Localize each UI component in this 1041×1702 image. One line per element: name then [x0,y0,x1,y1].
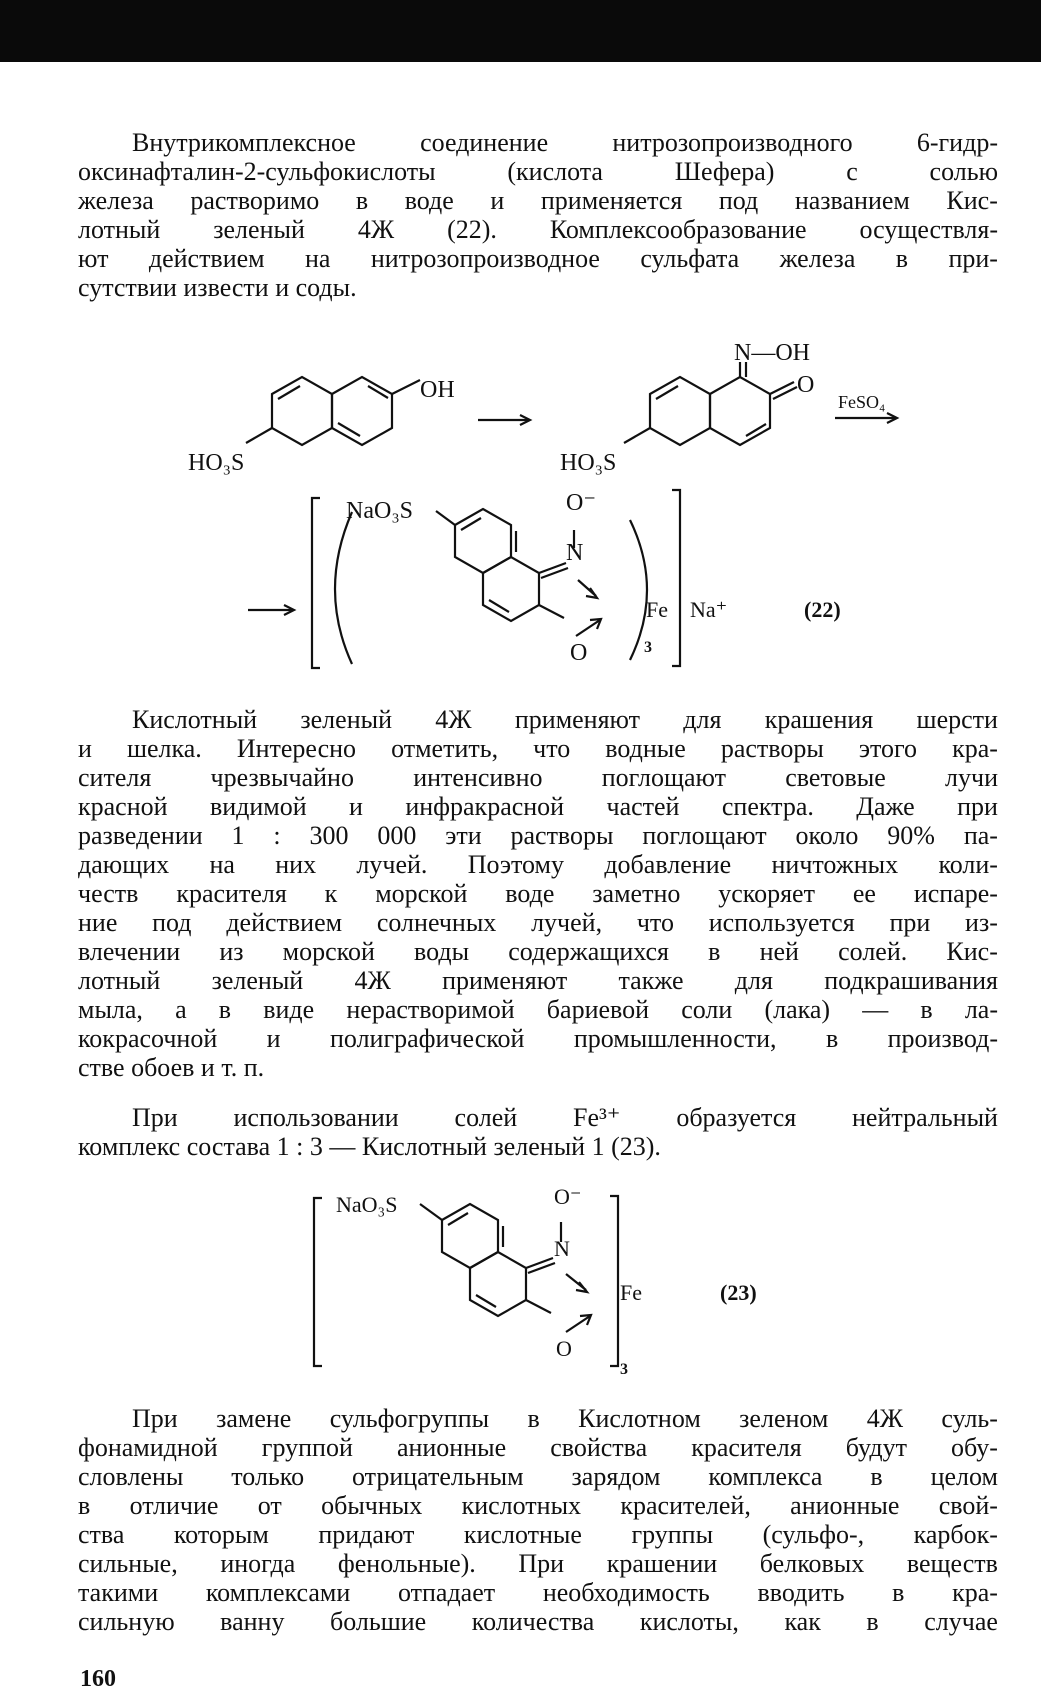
text-line: красной видимой и инфракрасной частей спектра. Даже при [78,792,998,821]
ho3s-label-1: HO₃S [188,450,245,476]
equation-label-22: (22) [804,597,841,622]
structure-scheme-23 [0,1160,1041,1400]
ho3s-label-2: HO₃S [560,450,617,476]
nitroso-ring-a [650,377,710,445]
oh-label: OH [420,377,455,403]
page-number: 160 [80,1666,116,1692]
n-oh-label: N—OH [734,340,810,366]
text-line: При использовании солей Fe³⁺ образуется нейтральный [132,1103,998,1132]
subscript-3: 3 [644,639,652,656]
text-line: мыла, а в виде нерастворимой бариевой соли (лака) — в ла- [78,995,998,1024]
n-label: N [566,540,584,566]
paragraph-uses [78,705,998,1082]
complex23-ring-a [442,1204,498,1268]
text-line: лотный зеленый 4Ж (22). Комплексообразование осуществля- [78,215,998,244]
reaction-scheme-22 [0,0,1041,700]
nao3s-label: NaO₃S [336,1192,398,1217]
complex23-ring-b [470,1252,526,1316]
text-line: сильную ванну большие количества кислоты, как в случае [78,1607,998,1636]
complex-ring-a [455,509,511,573]
text-line: железа растворимо в воде и применяется под названием Кис- [78,186,998,215]
paragraph-fe3 [78,1103,998,1161]
text-line: влечении из морской воды содержащихся в ней солей. Кис- [78,937,998,966]
text-line: такими комплексами отпадает необходимость вводить в кра- [78,1578,998,1607]
text-line: дающих на них лучей. Поэтому добавление ничтожных коли- [78,850,998,879]
naphthalene-ring-a [272,377,332,445]
reagent-label: FeSO₄ [838,392,886,412]
text-line: комплекс состава 1 : 3 — Кислотный зеленый 1 (23). [78,1132,661,1161]
text-line: ют действием на нитрозопроизводное сульфата железа в при- [78,244,998,273]
o-bottom-label: O [556,1336,572,1361]
text-line: оксинафталин-2-сульфокислоты (кислота Шефера) с солью [78,157,998,186]
nao3s-label: NaO₃S [346,498,414,524]
text-line: При замене сульфогруппы в Кислотном зеленом 4Ж суль- [132,1404,998,1433]
text-line: и шелка. Интересно отметить, что водные растворы этого кра- [78,734,998,763]
complex-ring-b [483,557,539,621]
text-line: кокрасочной и полиграфической промышленности, в производ- [78,1024,998,1053]
text-line: сителя чрезвычайно интенсивно поглощают световые лучи [78,763,998,792]
naphthalene-ring-b [332,377,392,445]
n-label: N [554,1236,570,1261]
text-line: в отличие от обычных кислотных красителей, анионные свой- [78,1491,998,1520]
text-line: сутствии извести и соды. [78,273,357,302]
o-bottom-label: O [570,640,588,666]
keto-o-label: O [797,372,815,398]
text-line: Кислотный зеленый 4Ж применяют для крашения шерсти [132,705,998,734]
fe-label: Fe [646,597,668,622]
na-plus-label: Na⁺ [690,597,728,622]
text-line: разведении 1 : 300 000 эти растворы поглощают около 90% па- [78,821,998,850]
text-line: ние под действием солнечных лучей, что используется при из- [78,908,998,937]
o-minus-label: O⁻ [554,1184,582,1209]
text-line: фонамидной группой анионные свойства красителя будут обу- [78,1433,998,1462]
text-line: стве обоев и т. п. [78,1053,265,1082]
text-line: Внутрикомплексное соединение нитрозопроизводного 6-гидр- [132,128,998,157]
nitroso-ring-b [710,377,770,445]
text-line: честв красителя к морской воде заметно ускоряет ее испаре- [78,879,998,908]
fe-label: Fe [620,1280,642,1305]
o-minus-label: O⁻ [566,490,596,516]
text-line: лотный зеленый 4Ж применяют также для подкрашивания [78,966,998,995]
subscript-3: 3 [620,1361,628,1378]
text-line: сильные, иногда фенольные). При крашении белковых веществ [78,1549,998,1578]
text-line: ства которым придают кислотные группы (сульфо-, карбок- [78,1520,998,1549]
paragraph-sulfonamide [78,1404,998,1636]
text-line: словлены только отрицательным зарядом комплекса в целом [78,1462,998,1491]
equation-label-23: (23) [720,1280,757,1305]
